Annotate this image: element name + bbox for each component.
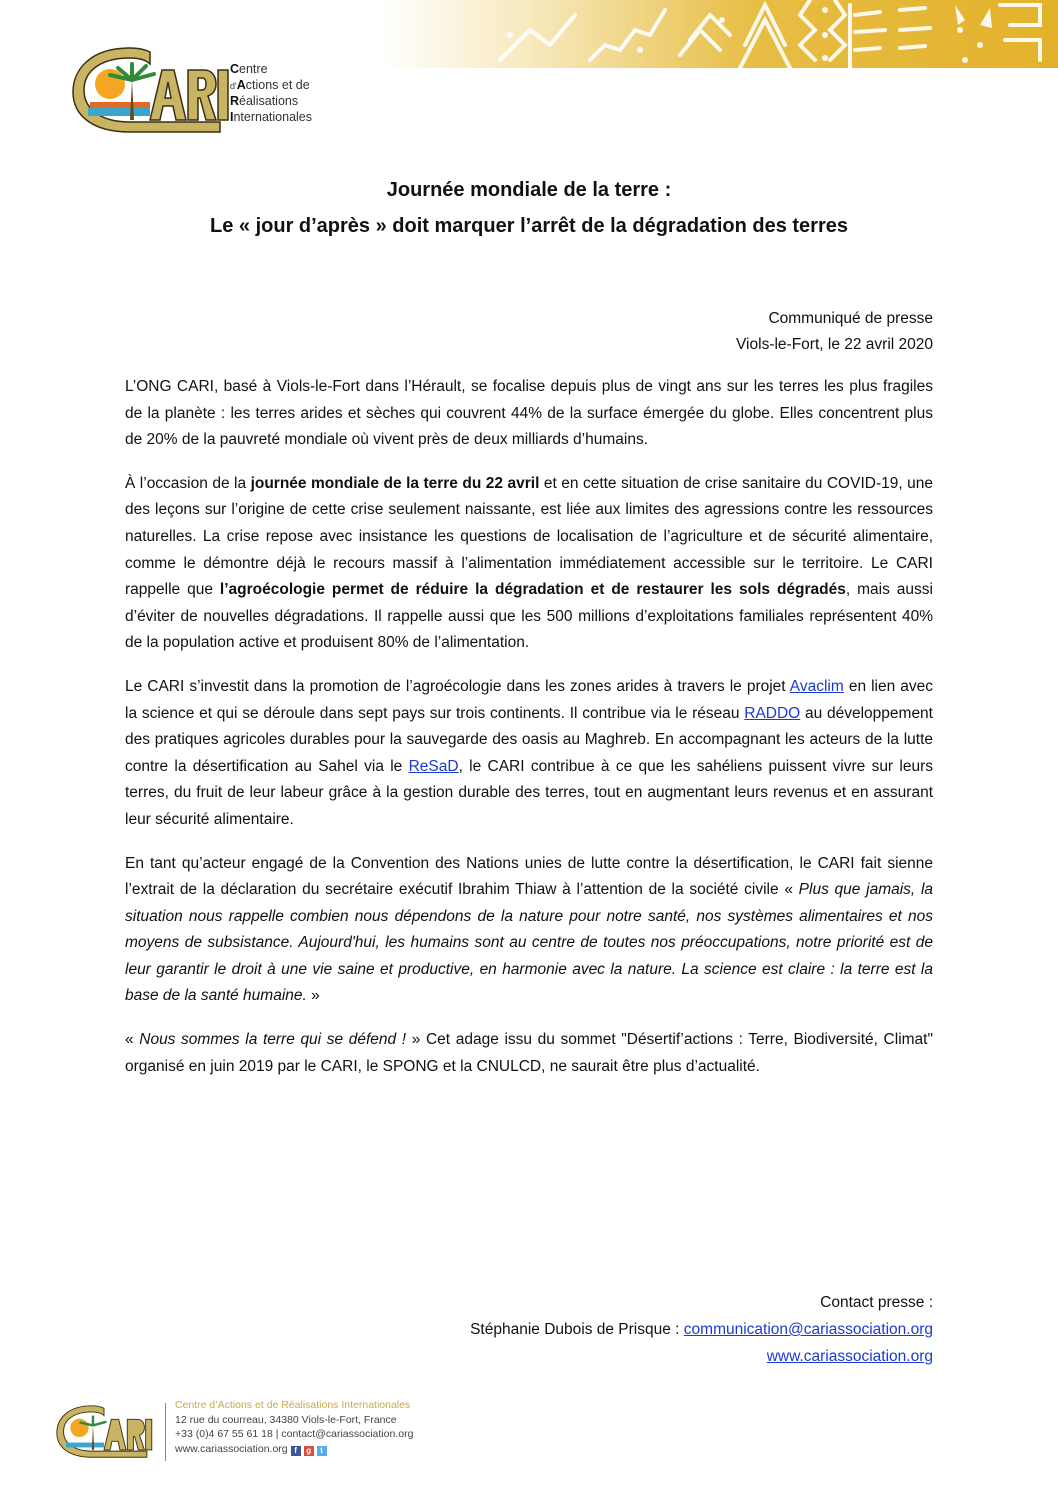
footer (55, 1397, 475, 1467)
press-release-meta (736, 306, 933, 358)
paragraph-2: À l’occasion de la journée mondiale de la terre du 22 avril et en cette situation de crise sanitaire du COVID-19, une des leçons sur l’origine de cette crise seulement naissante, est liée aux limites des agressions contre les ressources naturelles. La crise repose avec insistance les questions de localisation de l’agriculture et de sécurité alimentaire, comme le démontre déjà le recours massif à l’alimentation immédiatement accessible sur le territoire. Le CARI rappelle que l’agroécologie permet de réduire la dégradation et de restaurer les sols dégradés, mais aussi d’éviter de nouvelles dégradations. Il rappelle aussi que les 500 millions d’exploitations familiales représentent 40% de la population active et produisent 80% de l’alimentation. (125, 474, 933, 652)
org-name-line-2: d'Actions et de (230, 77, 310, 92)
tribal-pattern-icon (380, 0, 1058, 68)
title-line-2: Le « jour d’après » doit marquer l’arrêt de la dégradation des terres (210, 215, 848, 237)
place-date: Viols-le-Fort, le 22 avril 2020 (736, 336, 933, 353)
org-name-line-1: Centre (230, 62, 268, 76)
contact-label: Contact presse : (820, 1294, 933, 1311)
footer-address: 12 rue du courreau, 34380 Viols-le-Fort, France (175, 1413, 397, 1426)
footer-phone-email: +33 (0)4 67 55 61 18 | contact@cariassociation.org (175, 1428, 414, 1440)
resad-link[interactable]: ReSaD (408, 757, 459, 775)
contact-line (470, 1316, 933, 1343)
document-type: Communiqué de presse (768, 310, 933, 327)
bold-phrase: journée mondiale de la terre du 22 avril (250, 474, 540, 492)
footer-org-name: Centre d’Actions et de Réalisations Internationales (175, 1399, 411, 1411)
footer-website-row (175, 1442, 413, 1457)
google-plus-icon[interactable]: g (304, 1446, 314, 1456)
contact-email-link[interactable]: communication@cariassociation.org (683, 1321, 933, 1338)
press-contact (470, 1289, 933, 1370)
org-name (230, 62, 312, 125)
page-title (0, 172, 1058, 244)
quote: Plus que jamais, la situation nous rappelle combien nous dépendons de la nature pour notre santé, nos systèmes alimentaires et nos moyens de subsistance. Aujourd'hui, les humains sont au centre de toutes nos préoccupations, notre priorité est de leur garantir le droit à une vie saine et productive, en harmonie avec la nature. La science est claire : la terre est la base de la santé humaine. (125, 881, 934, 1005)
website-link[interactable]: www.cariassociation.org (766, 1348, 933, 1365)
facebook-icon[interactable]: f (291, 1446, 301, 1456)
twitter-icon[interactable]: t (317, 1446, 327, 1456)
avaclim-link[interactable]: Avaclim (789, 677, 844, 695)
paragraph-5: « Nous sommes la terre qui se défend ! » Cet adage issu du sommet "Désertif’actions : Terre, Biodiversité, Climat" organisé en juin 2019 par le CARI, le SPONG et la CNULCD, ne saurait être plus d’actualité. (125, 1031, 933, 1075)
raddo-link[interactable]: RADDO (744, 704, 801, 722)
paragraph-3: Le CARI s’investit dans la promotion de l’agroécologie dans les zones arides à travers le projet Avaclim en lien avec la science et qui se déroule dans sept pays sur trois continents. Il contribue via le réseau RADDO au développement des pratiques agricoles durables pour la sauvegarde des oasis au Maghreb. En accompagnant les acteurs de la lutte contre la désertification au Sahel via le ReSaD, le CARI contribue à ce que les sahéliens puissent vivre sur leurs terres, du fruit de leur labeur grâce à la gestion durable des terres, tout en augmentant leurs revenus et en assurant leur sécurité alimentaire. (125, 677, 934, 828)
cari-footer-logo-icon (55, 1399, 153, 1461)
paragraph-4: En tant qu’acteur engagé de la Convention des Nations unies de lutte contre la désertification, le CARI fait sienne l’extrait de la déclaration du secrétaire exécutif Ibrahim Thiaw à l’attention de la société civile « Plus que jamais, la situation nous rappelle combien nous dépendons de la nature pour notre santé, nos systèmes alimentaires et nos moyens de subsistance. Aujourd'hui, les humains sont au centre de toutes nos préoccupations, notre priorité est de leur garantir le droit à une vie saine et productive, en harmonie avec la nature. La science est claire : la terre est la base de la santé humaine. » (125, 854, 934, 1005)
footer-text (175, 1398, 413, 1456)
org-name-line-4: Internationales (230, 109, 313, 124)
footer-website: www.cariassociation.org (175, 1442, 288, 1455)
header-banner (380, 0, 1058, 68)
paragraph-1: L’ONG CARI, basé à Viols-le-Fort dans l’Hérault, se focalise depuis plus de vingt ans sur les terres les plus fragiles de la planète : les terres arides et sèches qui couvrent 44% de la surface émergée du globe. Elles concentrent plus de 20% de la pauvreté mondiale où vivent près de deux milliards d’humains. (125, 378, 933, 449)
quote: Nous sommes la terre qui se défend ! (139, 1031, 407, 1049)
footer-divider (165, 1403, 166, 1461)
contact-name: Stéphanie Dubois de Prisque : (470, 1321, 684, 1338)
cari-logo-icon (70, 40, 230, 135)
org-name-line-3: Réalisations (230, 94, 299, 108)
bold-phrase: l’agroécologie permet de réduire la dégradation et de restaurer les sols dégradés (219, 581, 846, 599)
title-line-1: Journée mondiale de la terre : (386, 179, 672, 201)
cari-logo (70, 40, 230, 135)
article-body (125, 374, 933, 1097)
